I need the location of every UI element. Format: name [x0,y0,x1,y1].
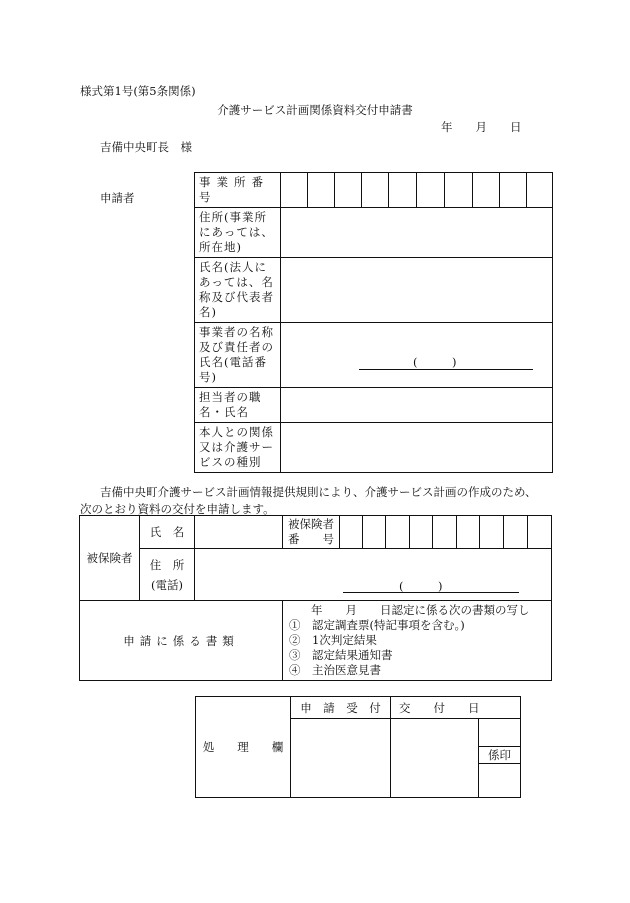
name-field[interactable] [281,258,553,323]
insured-number-cell[interactable] [457,516,480,549]
relation-label: 本人との関係又は介護サービスの種別 [195,423,281,473]
office-number-cell[interactable] [281,173,308,208]
relation-field[interactable] [281,423,553,473]
office-number-cell[interactable] [527,173,553,208]
insured-number-cell[interactable] [363,516,386,549]
business-label: 事業者の名称及び責任者の氏名(電話番号) [195,323,281,388]
document-item: ① 認定調査票(特記事項を含む。) [289,618,465,632]
insured-number-cell[interactable] [340,516,363,549]
insured-number-label-2: 番 号 [288,532,334,546]
insured-number-cell[interactable] [410,516,433,549]
name-label: 氏名(法人にあっては、名称及び代表者名) [195,258,281,323]
insured-number-cell[interactable] [480,516,504,549]
insured-number-cell[interactable] [504,516,528,549]
form-title: 介護サービス計画関係資料交付申請書 [217,103,413,117]
seal-label: 係印 [479,747,521,764]
insured-address-field[interactable] [195,549,552,601]
insured-address-label: 住 所 [149,557,185,572]
staff-field[interactable] [281,388,553,423]
office-number-cell[interactable] [335,173,362,208]
staff-label: 担当者の職名・氏名 [195,388,281,423]
office-number-label: 事業所番号 [195,173,281,208]
office-number-cell[interactable] [308,173,335,208]
insured-number-cell[interactable] [433,516,457,549]
insured-table [79,515,552,681]
office-number-cell[interactable] [445,173,473,208]
document-item: ④ 主治医意見書 [289,663,381,677]
date-line: 年 月 日 [441,120,522,134]
office-number-cell[interactable] [473,173,500,208]
form-number: 様式第1号(第5条関係) [80,84,196,98]
insured-name-label: 氏 名 [140,516,195,549]
office-number-cell[interactable] [362,173,389,208]
office-number-cell[interactable] [417,173,445,208]
documents-label: 申請に係る書類 [80,601,283,681]
seal-field[interactable] [479,764,521,798]
insured-name-field[interactable] [195,516,283,549]
statement-line-2: 次のとおり資料の交付を申請します。 [80,502,275,516]
processing-table [195,696,521,798]
addressee: 吉備中央町長 様 [100,140,192,154]
document-item: ② 1次判定結果 [289,633,377,647]
office-number-cell[interactable] [389,173,417,208]
issued-field[interactable] [391,719,479,798]
issued-label: 交 付 日 [391,697,521,719]
insured-number-cell[interactable] [386,516,410,549]
seal-spacer [479,719,521,747]
insured-section-label: 被保険者 [80,516,140,601]
insured-phone-paren: ( ) [399,579,443,593]
applicant-label: 申請者 [100,191,135,205]
business-phone-paren: ( ) [413,355,457,369]
statement-line-1: 吉備中央町介護サービス計画情報提供規則により、介護サービス計画の作成のため、 [100,485,537,499]
documents-date-line: 年 月 日認定に係る次の書類の写し [311,603,530,617]
office-number-cell[interactable] [500,173,527,208]
insured-phone-label: (電話) [151,577,183,592]
address-field[interactable] [281,208,553,258]
applicant-table [194,172,553,473]
document-item: ③ 認定結果通知書 [289,648,393,662]
address-label: 住所(事業所にあっては、所在地) [195,208,281,258]
processing-label: 処 理 欄 [196,697,291,798]
received-field[interactable] [291,719,391,798]
insured-number-cell[interactable] [528,516,552,549]
received-label: 申 請 受 付 [291,697,391,719]
business-field[interactable] [281,323,553,388]
insured-number-label-1: 被保険者 [288,517,334,531]
documents-list [283,601,552,681]
